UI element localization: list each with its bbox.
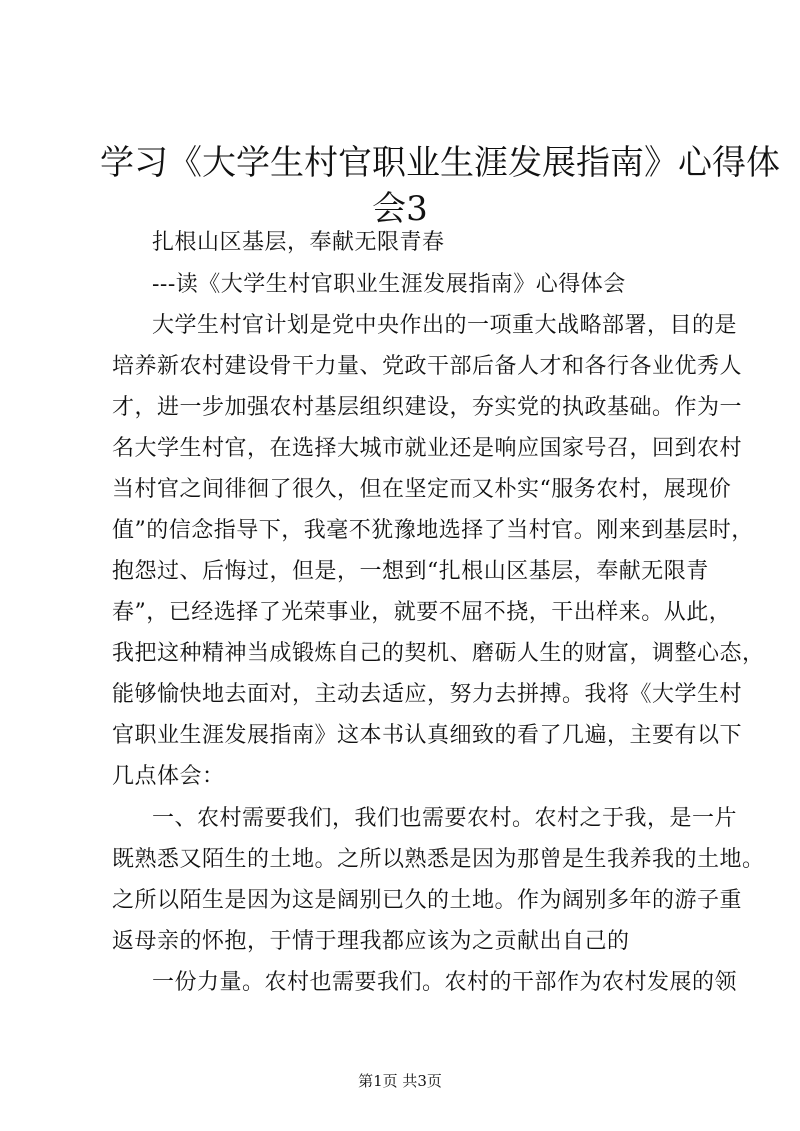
body-line: 能够愉快地去面对，主动去适应，努力去拼搏。我将《大学生村 — [112, 682, 743, 707]
subtitle: 扎根山区基层，奉献无限青春 — [152, 230, 445, 255]
body-line: 抱怨过、后悔过，但是，一想到“扎根山区基层，奉献无限青 — [112, 559, 709, 584]
document-title-line-1: 学习《大学生村官职业生涯发展指南》心得体 — [100, 143, 780, 183]
body-line: 当村官之间徘徊了很久，但在坚定而又朴实“服务农村，展现价 — [112, 477, 732, 502]
body-line: 一、农村需要我们，我们也需要农村。农村之于我，是一片 — [152, 806, 738, 831]
body-line: 大学生村官计划是党中央作出的一项重大战略部署，目的是 — [152, 313, 738, 338]
body-line: 几点体会： — [112, 764, 225, 789]
body-line: 官职业生涯发展指南》这本书认真细致的看了几遍，主要有以下 — [112, 723, 743, 748]
byline: ---读《大学生村官职业生涯发展指南》心得体会 — [152, 272, 626, 297]
body-line: 值”的信念指导下，我毫不犹豫地选择了当村官。刚来到基层时， — [112, 518, 754, 543]
body-line: 一份力量。农村也需要我们。农村的干部作为农村发展的领 — [152, 970, 738, 995]
body-line: 既熟悉又陌生的土地。之所以熟悉是因为那曾是生我养我的土地。 — [112, 847, 765, 872]
page-footer: 第1页 共3页 — [358, 1072, 442, 1090]
body-line: 返母亲的怀抱，于情于理我都应该为之贡献出自己的 — [112, 929, 630, 954]
body-line: 我把这种精神当成锻炼自己的契机、磨砺人生的财富，调整心态， — [112, 641, 765, 666]
document-title-line-2: 会3 — [372, 189, 428, 229]
body-line: 培养新农村建设骨干力量、党政干部后备人才和各行各业优秀人 — [112, 354, 743, 379]
body-line: 才，进一步加强农村基层组织建设，夯实党的执政基础。作为一 — [112, 395, 743, 420]
body-line: 名大学生村官，在选择大城市就业还是响应国家号召，回到农村 — [112, 436, 743, 461]
body-line: 春”，已经选择了光荣事业，就要不屈不挠，干出样来。从此， — [112, 600, 732, 625]
body-line: 之所以陌生是因为这是阔别已久的土地。作为阔别多年的游子重 — [112, 888, 743, 913]
